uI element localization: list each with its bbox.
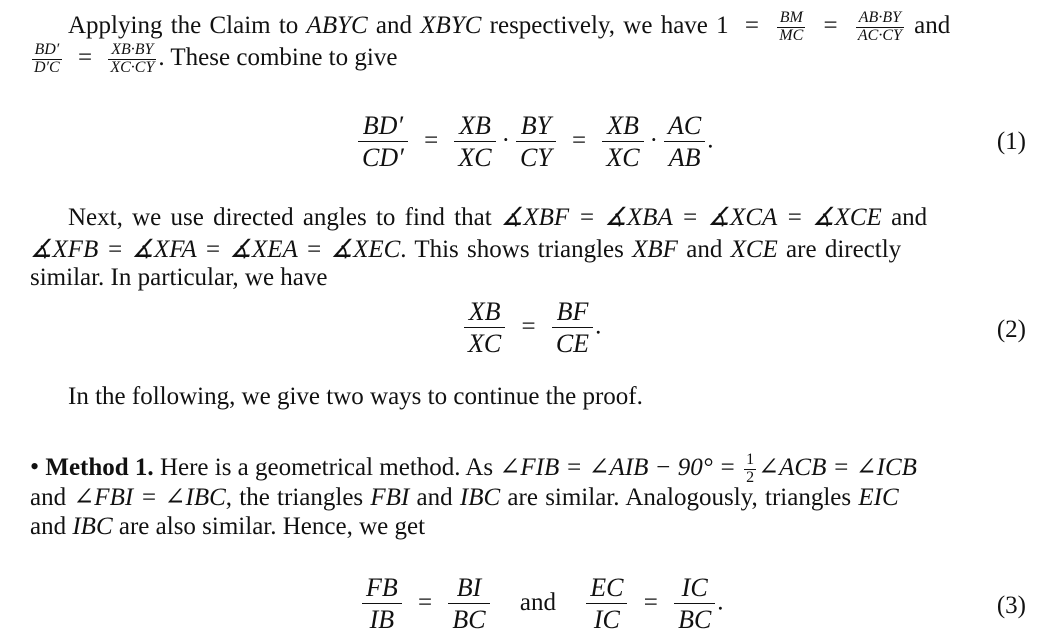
text: . This shows triangles bbox=[400, 236, 624, 263]
text: Here is a geometrical method. As bbox=[159, 454, 494, 482]
numerator: BF bbox=[556, 297, 589, 326]
numerator: XB bbox=[468, 297, 501, 326]
text: respectively, we have 1 bbox=[489, 12, 729, 40]
text: and bbox=[416, 484, 453, 511]
denominator: BC bbox=[678, 605, 712, 635]
fraction-abby-accy bbox=[856, 10, 904, 45]
equals-sign: = bbox=[823, 12, 838, 40]
text: . These combine to give bbox=[158, 44, 398, 72]
numerator: 1 bbox=[746, 451, 755, 468]
denominator: CY bbox=[519, 143, 552, 173]
period: . bbox=[717, 588, 724, 616]
equals-sign: = bbox=[424, 126, 439, 154]
math: IBC bbox=[72, 513, 113, 540]
para2-line1 bbox=[68, 202, 927, 232]
numerator: XB bbox=[607, 111, 639, 140]
text: Next, we use directed angles to find that bbox=[68, 204, 492, 231]
fraction bbox=[664, 110, 705, 174]
math: IBC bbox=[459, 484, 501, 511]
denominator: IC bbox=[593, 605, 620, 635]
equation-number-1: (1) bbox=[996, 128, 1026, 155]
bullet-icon: • bbox=[30, 452, 40, 482]
denominator: 2 bbox=[746, 468, 755, 486]
fraction bbox=[552, 296, 593, 360]
fraction-bd-dc bbox=[32, 42, 62, 77]
math: ABYC bbox=[306, 12, 368, 40]
fraction bbox=[586, 572, 627, 636]
period: . bbox=[707, 126, 714, 154]
denominator: XC·CY bbox=[110, 58, 155, 76]
math: XBYC bbox=[420, 12, 482, 40]
numerator: AB·BY bbox=[858, 9, 901, 26]
denominator: BC bbox=[452, 605, 486, 635]
fraction bbox=[516, 110, 556, 174]
fraction bbox=[464, 296, 505, 360]
text: are similar. Analogously, triangles bbox=[507, 484, 852, 511]
numerator: BD′ bbox=[362, 111, 404, 140]
para2-line3 bbox=[30, 264, 328, 292]
fraction bbox=[362, 572, 402, 636]
equals-sign: = bbox=[521, 312, 536, 340]
dot-operator: · bbox=[501, 126, 510, 154]
math: XCE bbox=[730, 236, 778, 263]
numerator: BD′ bbox=[34, 41, 60, 58]
math: ∡XFB = ∡XFA = ∡XEA = ∡XEC bbox=[30, 236, 401, 263]
numerator: XB bbox=[459, 111, 491, 140]
text: and bbox=[30, 484, 67, 511]
text: and bbox=[914, 12, 951, 40]
para1-line1 bbox=[68, 10, 950, 45]
period: . bbox=[595, 312, 602, 340]
math: ∡XBF = ∡XBA = ∡XCA = ∡XCE bbox=[500, 204, 882, 231]
denominator: MC bbox=[779, 26, 804, 44]
denominator: XC bbox=[606, 143, 640, 173]
fraction bbox=[448, 572, 489, 636]
text: and bbox=[891, 204, 928, 231]
equation-number-3: (3) bbox=[996, 592, 1026, 619]
denominator: AB bbox=[668, 143, 701, 173]
numerator: FB bbox=[366, 573, 398, 602]
math: FBI bbox=[370, 484, 410, 511]
para3-line bbox=[68, 383, 643, 411]
math: ∠FIB = ∠AIB − 90° = bbox=[499, 454, 736, 482]
equals-sign: = bbox=[744, 12, 760, 40]
math: ∠FBI = ∠IBC bbox=[73, 484, 226, 511]
numerator: AC bbox=[667, 111, 702, 140]
denominator: D′C bbox=[34, 58, 60, 76]
fraction bbox=[674, 572, 715, 636]
fraction bbox=[358, 110, 408, 174]
denominator: XC bbox=[468, 329, 502, 359]
math: ∠ACB = ∠ICB bbox=[758, 454, 917, 482]
numerator: BM bbox=[779, 9, 803, 26]
denominator: AC·CY bbox=[857, 26, 902, 44]
text: are directly bbox=[786, 236, 902, 263]
text: and bbox=[30, 513, 67, 540]
para2-line2 bbox=[30, 234, 901, 264]
equals-sign: = bbox=[418, 588, 433, 616]
equation-3 bbox=[360, 572, 724, 636]
fraction-xbby-xccy bbox=[108, 42, 156, 77]
method1-line2 bbox=[30, 482, 899, 512]
denominator: IB bbox=[369, 605, 395, 635]
equals-sign: = bbox=[643, 588, 658, 616]
method-title: Method 1. bbox=[45, 454, 154, 482]
text: are also similar. Hence, we get bbox=[118, 513, 426, 540]
para1-line2 bbox=[30, 42, 397, 77]
equation-1 bbox=[356, 110, 713, 174]
text: and bbox=[686, 236, 723, 263]
equation-2 bbox=[462, 296, 601, 360]
dot-operator: · bbox=[649, 126, 658, 154]
numerator: EC bbox=[590, 573, 624, 602]
method1-line3 bbox=[30, 513, 425, 541]
fraction bbox=[602, 110, 643, 174]
numerator: XB·BY bbox=[111, 41, 154, 58]
text: In the following, we give two ways to continue the proof. bbox=[68, 383, 643, 410]
numerator: BI bbox=[456, 573, 482, 602]
fraction-bm-mc bbox=[777, 10, 805, 45]
math: EIC bbox=[858, 484, 899, 511]
numerator: IC bbox=[681, 573, 708, 602]
denominator: CD′ bbox=[362, 143, 404, 173]
equation-number-2: (2) bbox=[996, 316, 1026, 343]
denominator: CE bbox=[555, 329, 590, 359]
denominator: XC bbox=[458, 143, 492, 173]
math: XBF bbox=[632, 236, 678, 263]
equals-sign: = bbox=[572, 126, 587, 154]
fraction bbox=[454, 110, 495, 174]
text: and bbox=[519, 588, 556, 616]
equals-sign: = bbox=[77, 44, 93, 72]
text: and bbox=[375, 12, 413, 40]
text: , the triangles bbox=[225, 484, 364, 511]
text: Applying the Claim to bbox=[68, 12, 299, 40]
numerator: BY bbox=[520, 111, 552, 140]
text: similar. In particular, we have bbox=[30, 264, 328, 291]
